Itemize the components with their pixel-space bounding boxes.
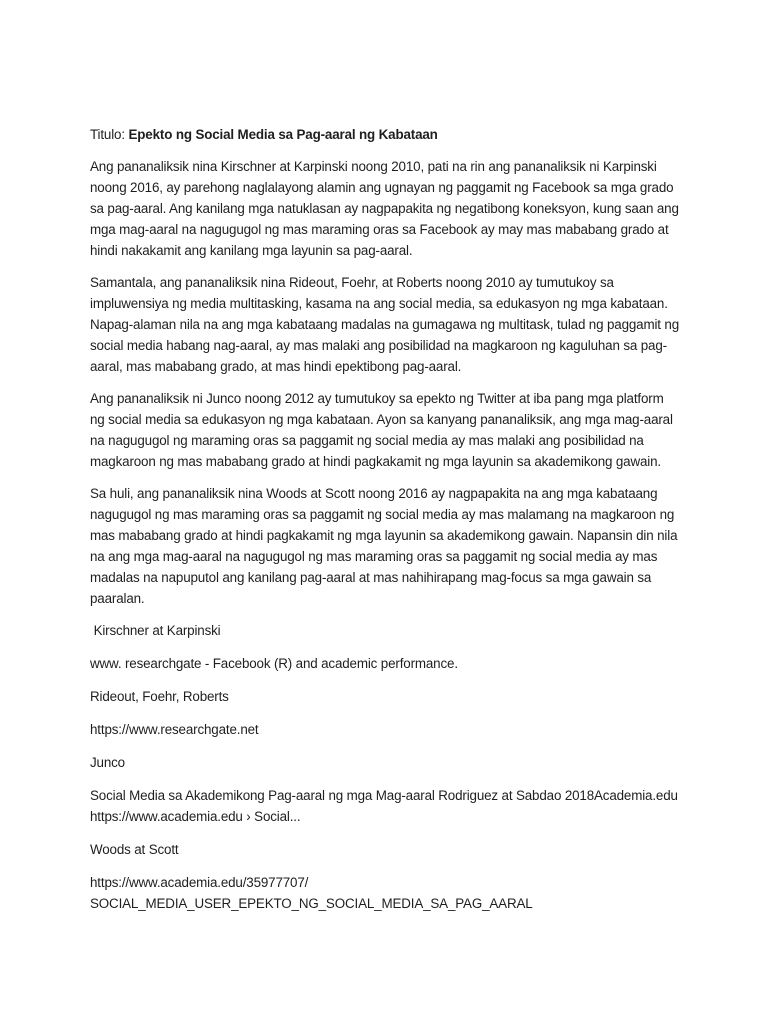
reference-researchgate-facebook: www. researchgate - Facebook (R) and academic performance. [90, 656, 458, 671]
reference-researchgate-url: https://www.researchgate.net [90, 722, 259, 737]
paragraph-rideout-foehr-roberts: Samantala, ang pananaliksik nina Rideout, Foehr, at Roberts noong 2010 ay tumutukoy sa impluwensiya ng media multitasking, kasama na ang social media, sa edukasyon ng mga kabataan. Napag-alaman nila na ang mga kabataang madalas na gumagawa ng multitask, tulad ng paggamit ng social media habang nag-aaral, ay mas malaki ang posibilidad na magkaroon ng kaguluhan sa pag-aaral, mas mababang grado, at mas hindi epektibong pag-aaral. [90, 275, 680, 374]
title-prefix: Titulo: [90, 127, 125, 142]
reference-heading-rideout: Rideout, Foehr, Roberts [90, 689, 229, 704]
reference-heading-junco: Junco [90, 755, 125, 770]
paragraph-junco: Ang pananaliksik ni Junco noong 2012 ay tumutukoy sa epekto ng Twitter at iba pang mga platform ng social media sa edukasyon ng mga kabataan. Ayon sa kanyang pananaliksik, ang mga mag-aaral na nagugugol ng maraming oras sa paggamit ng social media ay mas malaki ang posibilidad na magkaroon ng mas mababang grado at hindi pagkakamit ng mga layunin sa akademikong gawain. [90, 391, 673, 469]
paragraph-woods-scott: Sa huli, ang pananaliksik nina Woods at Scott noong 2016 ay nagpapakita na ang mga kabataang nagugugol ng mas maraming oras sa paggamit ng social media ay mas malamang na magkaroon ng mas mababang grado at hindi pagkakamit ng mga layunin sa akademikong gawain. Napansin din nila na ang mga mag-aaral na nagugugol ng mas maraming oras sa paggamit ng social media ay mas madalas na napuputol ang kanilang pag-aaral at mas nahihirapang mag-focus sa mga gawain sa paaralan. [90, 486, 678, 606]
paragraph-kirschner-karpinski: Ang pananaliksik nina Kirschner at Karpinski noong 2010, pati na rin ang pananaliksik ni Karpinski noong 2016, ay parehong naglalayong alamin ang ugnayan ng paggamit ng Facebook sa mga grado sa pag-aaral. Ang kanilang mga natuklasan ay nagpapakita ng negatibong koneksyon, kung saan ang mga mag-aaral na nagugugol ng mas maraming oras sa Facebook ay may mas mababang grado at hindi nakakamit ang kanilang mga layunin sa pag-aaral. [90, 159, 679, 258]
document-title-line [90, 124, 680, 145]
document-title: Epekto ng Social Media sa Pag-aaral ng Kabataan [128, 127, 438, 142]
reference-academia-rodriguez: Social Media sa Akademikong Pag-aaral ng mga Mag-aaral Rodriguez at Sabdao 2018Academia.edu https://www.academia.edu › Social... [90, 788, 678, 824]
reference-academia-url: https://www.academia.edu/35977707/ SOCIAL_MEDIA_USER_EPEKTO_NG_SOCIAL_MEDIA_SA_PAG_AARAL [90, 875, 533, 911]
reference-heading-kirschner: Kirschner at Karpinski [90, 623, 221, 638]
document-page [90, 124, 680, 926]
reference-heading-woods: Woods at Scott [90, 842, 179, 857]
